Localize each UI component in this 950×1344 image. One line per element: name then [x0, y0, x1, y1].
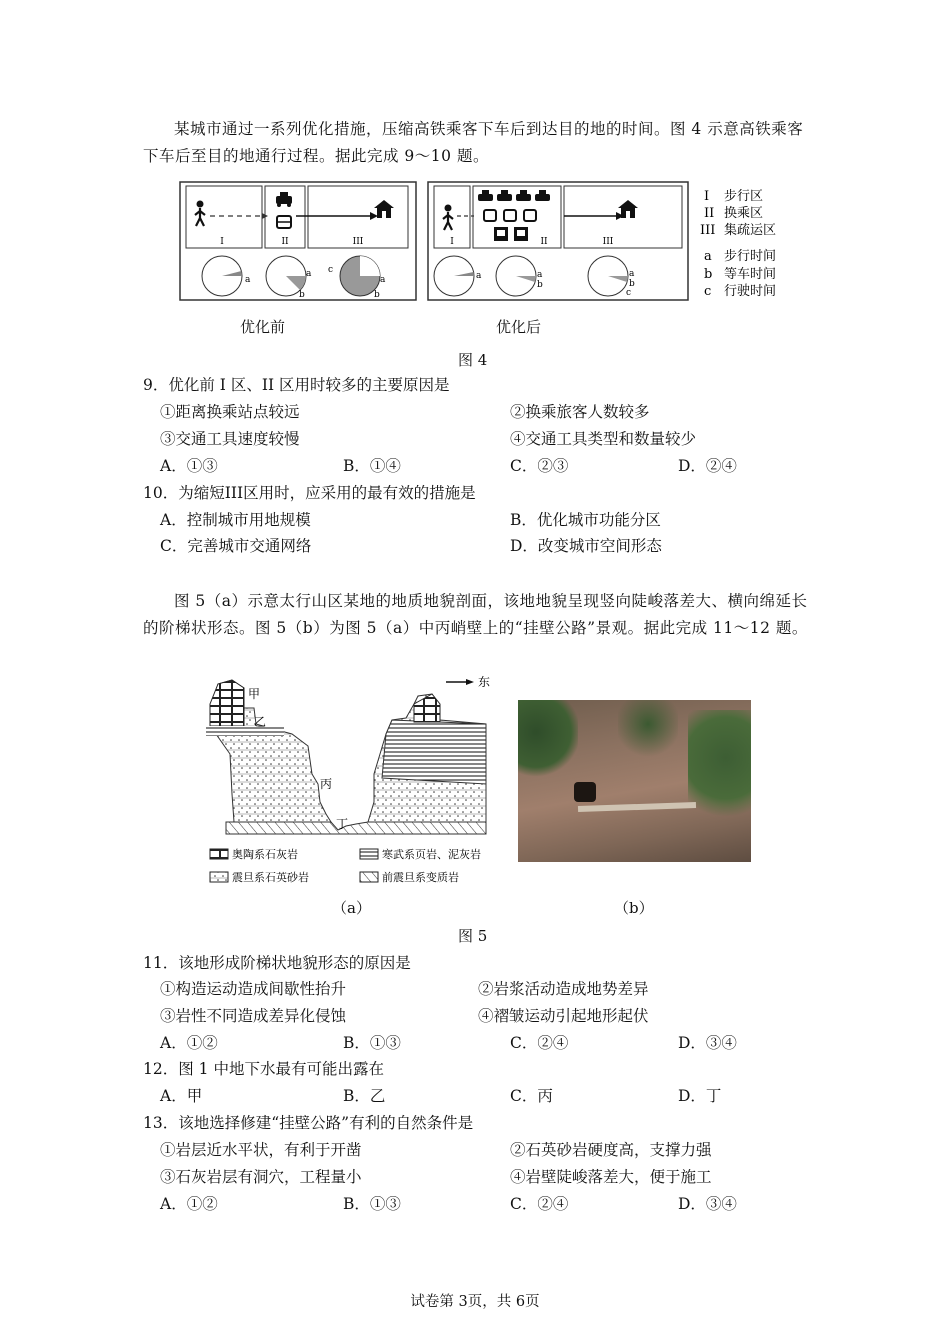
intro-paragraph-1: 某城市通过一系列优化措施，压缩高铁乘客下车后到达目的地的时间。图 4 示意高铁乘客下车后至目的地通行过程。据此完成 9～10 题。 — [143, 120, 804, 165]
q10-choice-d[interactable]: D．改变城市空间形态 — [510, 537, 662, 555]
tunnel-opening — [574, 782, 596, 802]
svg-text:b: b — [629, 279, 635, 289]
before-zone-i-box — [186, 186, 262, 248]
taxi-icon — [276, 192, 292, 207]
before-zone-label-i: I — [220, 237, 224, 247]
fig5-sublabel-a: （a） — [332, 899, 371, 917]
fig5-caption: 图 5 — [458, 927, 488, 945]
svg-text:a: a — [306, 269, 312, 279]
q12-choice-d[interactable]: D．丁 — [678, 1087, 722, 1105]
q12-choice-b[interactable]: B．乙 — [343, 1087, 386, 1105]
svg-text:集疏运区: 集疏运区 — [724, 223, 777, 238]
svg-text:震旦系石英砂岩: 震旦系石英砂岩 — [232, 871, 309, 884]
q12-stem: 12．图 1 中地下水最有可能出露在 — [143, 1060, 384, 1078]
q13-choice-a[interactable]: A．①② — [160, 1195, 218, 1213]
q11-item-2: ②岩浆活动造成地势差异 — [478, 980, 649, 998]
svg-text:b: b — [537, 280, 543, 290]
fig4-after-label: 优化后 — [496, 318, 542, 336]
house-icon — [618, 200, 638, 218]
q11-choice-d[interactable]: D．③④ — [678, 1034, 737, 1052]
svg-text:I: I — [704, 189, 710, 204]
pie-after-i — [434, 256, 482, 296]
metro-icon-group — [494, 227, 528, 241]
q11-item-4: ④褶皱运动引起地形起伏 — [478, 1007, 649, 1025]
q13-choice-b[interactable]: B．①③ — [343, 1195, 401, 1213]
page-footer: 试卷第 3页，共 6页 — [410, 1294, 540, 1310]
q10-choice-b[interactable]: B．优化城市功能分区 — [510, 511, 661, 529]
q11-choice-b[interactable]: B．①③ — [343, 1034, 401, 1052]
svg-text:a: a — [629, 269, 635, 279]
label-bing: 丙 — [320, 777, 333, 791]
q12-choice-c[interactable]: C．丙 — [510, 1087, 553, 1105]
pie-after-iii — [588, 256, 635, 298]
q9-item-3: ③交通工具速度较慢 — [160, 430, 300, 448]
q9-item-2: ②换乘旅客人数较多 — [510, 403, 650, 421]
bus-icon — [277, 216, 291, 228]
svg-text:等车时间: 等车时间 — [724, 267, 777, 282]
q10-choice-a[interactable]: A．控制城市用地规模 — [160, 511, 311, 529]
q9-choice-b[interactable]: B．①④ — [343, 457, 401, 475]
q9-item-1: ①距离换乘站点较远 — [160, 403, 300, 421]
svg-text:b: b — [374, 290, 380, 300]
q9-choice-d[interactable]: D．②④ — [678, 457, 737, 475]
svg-text:a: a — [380, 275, 386, 285]
svg-text:c: c — [704, 284, 712, 299]
svg-text:步行时间: 步行时间 — [724, 249, 777, 264]
after-zone-label-i: I — [450, 237, 454, 247]
q13-item-2: ②石英砂岩硬度高，支撑力强 — [510, 1141, 712, 1159]
pie-after-ii — [496, 256, 543, 296]
fig4-caption: 图 4 — [458, 351, 488, 369]
svg-text:a: a — [476, 271, 482, 281]
svg-text:c: c — [328, 265, 334, 275]
svg-text:奥陶系石灰岩: 奥陶系石灰岩 — [232, 848, 298, 861]
label-yi: 乙 — [254, 715, 267, 729]
svg-text:步行区: 步行区 — [724, 189, 764, 204]
svg-text:c: c — [626, 288, 632, 298]
svg-text:II: II — [704, 206, 715, 221]
svg-text:III: III — [700, 223, 716, 238]
svg-text:b: b — [299, 290, 305, 300]
q11-choice-c[interactable]: C．②④ — [510, 1034, 569, 1052]
taxi-icon-group — [478, 190, 550, 201]
pie-before-i — [202, 256, 251, 296]
svg-text:换乘区: 换乘区 — [724, 206, 764, 221]
pie-before-iii — [328, 256, 386, 300]
walking-person-icon — [443, 205, 453, 231]
svg-text:行驶时间: 行驶时间 — [724, 284, 777, 299]
q13-stem: 13．该地选择修建“挂壁公路”有利的自然条件是 — [143, 1114, 474, 1132]
label-ding: 丁 — [336, 817, 349, 831]
q9-choice-a[interactable]: A．①③ — [160, 457, 218, 475]
q13-item-3: ③石灰岩层有洞穴，工程量小 — [160, 1168, 362, 1186]
q9-choice-c[interactable]: C．②③ — [510, 457, 569, 475]
q13-item-1: ①岩层近水平状，有利于开凿 — [160, 1141, 362, 1159]
svg-text:b: b — [704, 267, 713, 282]
fig4-before-label: 优化前 — [240, 318, 286, 336]
bus-icon-group — [484, 210, 536, 221]
east-label: 东 — [478, 675, 491, 689]
svg-text:a: a — [245, 275, 251, 285]
before-zone-label-iii: III — [352, 237, 364, 247]
before-zone-label-ii: II — [281, 237, 289, 247]
house-icon — [374, 200, 394, 218]
q11-item-3: ③岩性不同造成差异化侵蚀 — [160, 1007, 347, 1025]
svg-text:前震旦系变质岩: 前震旦系变质岩 — [382, 871, 459, 884]
cliff-road — [578, 802, 696, 812]
svg-text:a: a — [537, 270, 543, 280]
q13-choice-d[interactable]: D．③④ — [678, 1195, 737, 1213]
q12-choice-a[interactable]: A．甲 — [160, 1087, 203, 1105]
pie-before-ii — [266, 256, 312, 300]
q10-stem: 10．为缩短III区用时，应采用的最有效的措施是 — [143, 484, 476, 502]
figure-4-legend — [700, 188, 776, 299]
svg-text:寒武系页岩、泥灰岩: 寒武系页岩、泥灰岩 — [382, 848, 481, 861]
fig5-sublabel-b: （b） — [614, 899, 654, 917]
svg-text:a: a — [704, 249, 712, 264]
figure-5a-cross-section — [196, 674, 508, 892]
q9-stem: 9．优化前 I 区、II 区用时较多的主要原因是 — [143, 376, 450, 394]
q13-item-4: ④岩壁陡峻落差大，便于施工 — [510, 1168, 712, 1186]
q11-choice-a[interactable]: A．①② — [160, 1034, 218, 1052]
q11-stem: 11．该地形成阶梯状地貌形态的原因是 — [143, 954, 411, 972]
figure-5b-cliff-road-photo — [518, 700, 751, 862]
after-zone-label-ii: II — [540, 237, 548, 247]
q13-choice-c[interactable]: C．②④ — [510, 1195, 569, 1213]
q9-item-4: ④交通工具类型和数量较少 — [510, 430, 697, 448]
intro-paragraph-2: 图 5（a）示意太行山区某地的地质地貌剖面，该地地貌呈现竖向陡峻落差大、横向绵延长的阶梯状形态。图 5（b）为图 5（a）中丙峭壁上的“挂壁公路”景观。据此完成 11～12 题。 — [143, 592, 808, 637]
q11-item-1: ①构造运动造成间歇性抬升 — [160, 980, 347, 998]
walking-person-icon — [195, 201, 205, 227]
q10-choice-c[interactable]: C．完善城市交通网络 — [160, 537, 312, 555]
label-jia: 甲 — [248, 687, 261, 701]
after-zone-label-iii: III — [602, 237, 614, 247]
figure-5-legend — [210, 847, 481, 884]
